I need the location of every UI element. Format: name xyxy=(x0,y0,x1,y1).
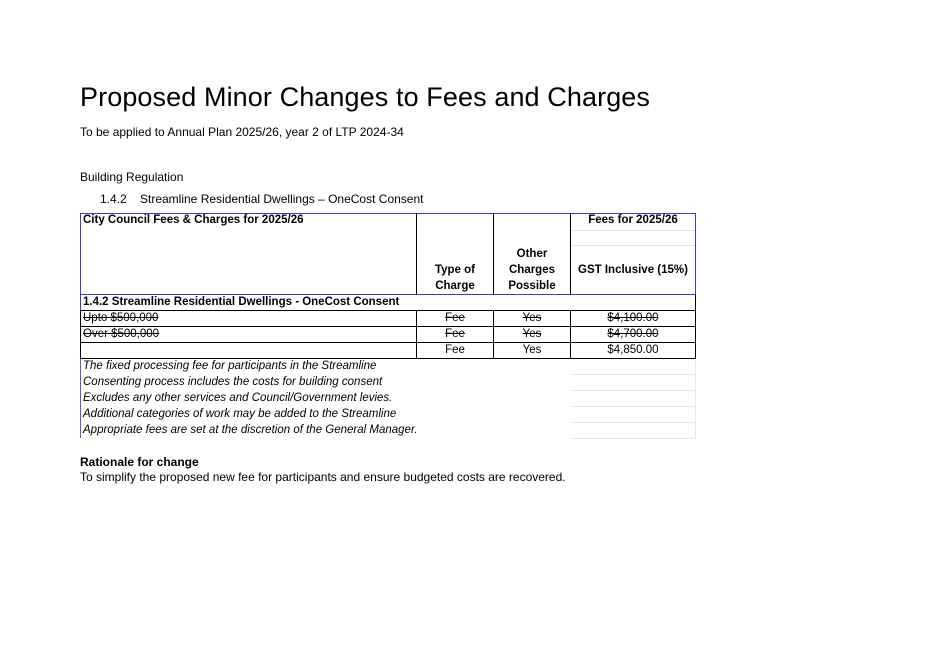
row-description xyxy=(81,342,417,358)
table-title: City Council Fees & Charges for 2025/26 xyxy=(81,214,417,231)
subsection-number: 1.4.2 xyxy=(100,192,127,206)
table-row xyxy=(81,342,696,358)
section-row xyxy=(81,294,696,310)
row-type: Fee xyxy=(417,326,494,342)
note-text: Appropriate fees are set at the discretion of the General Manager. xyxy=(81,422,571,438)
fees-table xyxy=(80,213,696,439)
subsection-title: Streamline Residential Dwellings – OneCost Consent xyxy=(140,192,424,206)
section-label: 1.4.2 Streamline Residential Dwellings - OneCost Consent xyxy=(81,294,696,310)
row-type: Fee xyxy=(417,310,494,326)
fees-header: Fees for 2025/26 xyxy=(571,214,696,231)
rationale-heading: Rationale for change xyxy=(80,455,199,469)
subsection-heading xyxy=(100,192,423,206)
note-row xyxy=(81,390,696,406)
row-gst: $4,850.00 xyxy=(571,342,696,358)
table-header-row xyxy=(81,214,696,231)
rationale-text: To simplify the proposed new fee for participants and ensure budgeted costs are recovered. xyxy=(80,470,566,484)
col-other-charges: Other Charges Possible xyxy=(494,246,571,295)
note-row xyxy=(81,406,696,422)
row-description: Upto $500,000 xyxy=(81,310,417,326)
col-type-of-charge: Type of Charge xyxy=(417,246,494,295)
row-gst: $4,700.00 xyxy=(571,326,696,342)
note-text: The fixed processing fee for participants in the Streamline xyxy=(81,358,571,374)
row-other: Yes xyxy=(494,310,571,326)
table-row xyxy=(81,310,696,326)
table-row xyxy=(81,326,696,342)
note-text: Excludes any other services and Council/Government levies. xyxy=(81,390,571,406)
page-title: Proposed Minor Changes to Fees and Charges xyxy=(80,82,651,112)
column-headers xyxy=(81,246,696,295)
row-description: Over $500,000 xyxy=(81,326,417,342)
note-row xyxy=(81,374,696,390)
row-type: Fee xyxy=(417,342,494,358)
note-row xyxy=(81,422,696,438)
note-text: Consenting process includes the costs for building consent xyxy=(81,374,571,390)
row-other: Yes xyxy=(494,326,571,342)
row-other: Yes xyxy=(494,342,571,358)
note-text: Additional categories of work may be added to the Streamline xyxy=(81,406,571,422)
row-gst: $4,100.00 xyxy=(571,310,696,326)
col-gst-inclusive: GST Inclusive (15%) xyxy=(571,246,696,295)
note-row xyxy=(81,358,696,374)
page-subtitle: To be applied to Annual Plan 2025/26, year 2 of LTP 2024-34 xyxy=(80,125,404,139)
section-heading: Building Regulation xyxy=(80,170,184,184)
